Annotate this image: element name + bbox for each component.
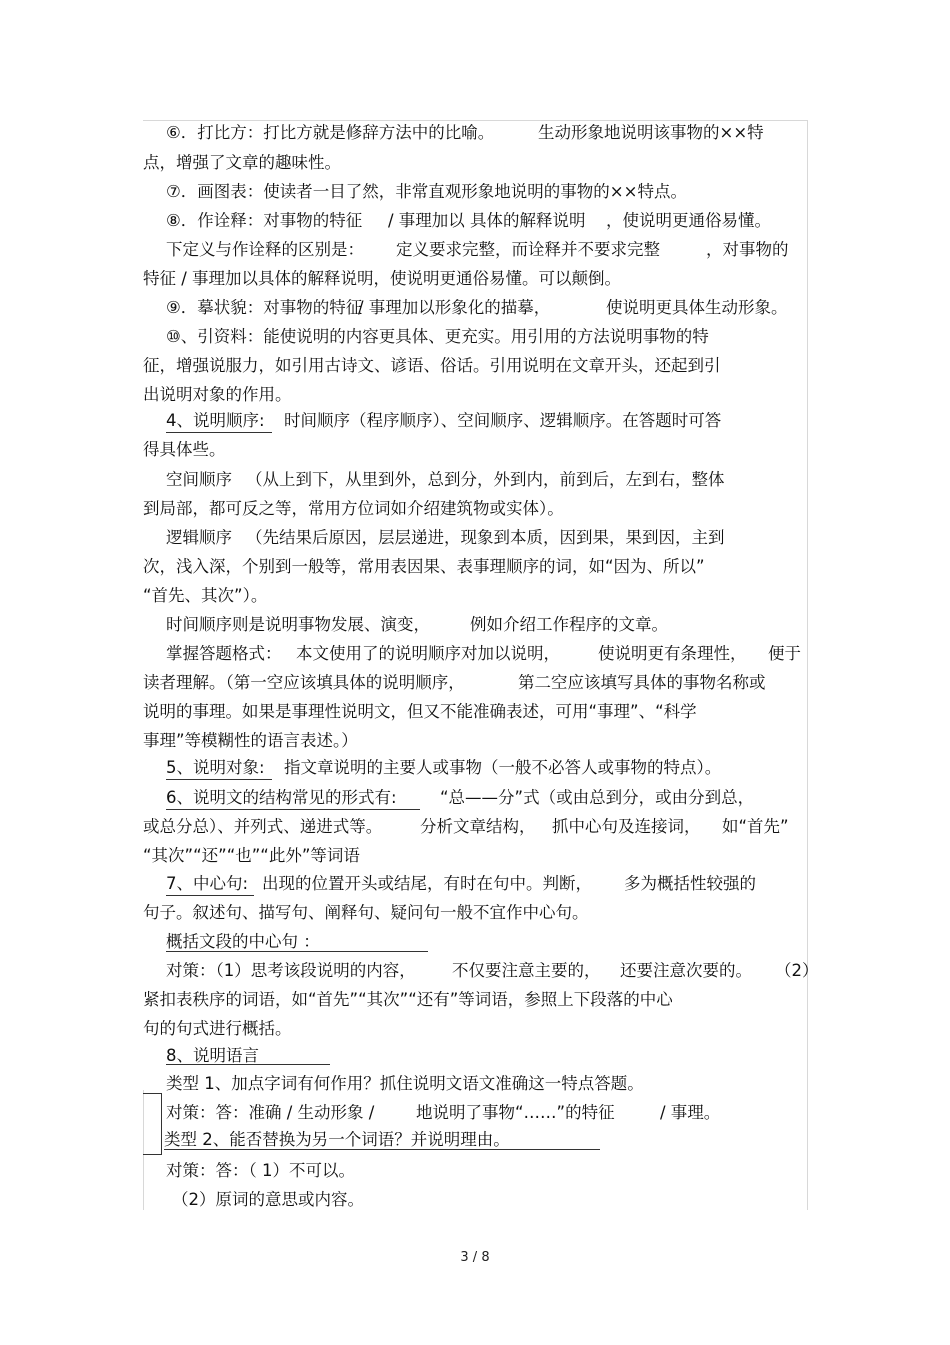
heading-line <box>0 927 950 957</box>
heading-underline <box>164 1149 600 1150</box>
heading-underline <box>166 895 254 896</box>
text-segment: ，使说明更通俗易懂。 <box>606 211 771 230</box>
text-segment: “总——分”式（或由总到分，或由分到总， <box>440 788 755 807</box>
heading-underline <box>166 432 272 433</box>
text-line <box>0 1069 950 1099</box>
text-segment: 地说明了事物“……”的特征 <box>416 1103 615 1122</box>
text-segment: ⑥．打比方：打比方就是修辞方法中的比喻。 <box>166 123 495 142</box>
text-segment: 句的句式进行概括。 <box>143 1019 292 1038</box>
text-segment: （2） <box>775 961 819 980</box>
text-segment: 下定义与作诠释的区别是： <box>166 240 364 259</box>
text-segment: 逻辑顺序 <box>166 528 232 547</box>
text-segment: 读者理解。（第一空应该填具体的说明顺序， <box>143 673 465 692</box>
text-segment: 类型 1、加点字词有何作用？抓住说明文语文准确这一特点答题。 <box>166 1074 644 1093</box>
text-segment: 便于 <box>768 644 801 663</box>
text-line <box>0 726 950 756</box>
text-segment: （从上到下，从里到外，总到分，外到内，前到后，左到右，整体 <box>246 470 725 489</box>
text-segment: 定义要求完整，而诠释并不要求完整 <box>396 240 660 259</box>
text-segment: ⑦．画图表：使读者一目了然，非常直观形象地说明的事物的××特点。 <box>166 182 687 201</box>
text-line <box>0 435 950 465</box>
heading-line <box>0 869 950 899</box>
text-segment: 类型 2、能否替换为另一个词语？并说明理由。 <box>164 1130 510 1149</box>
text-segment: / 事理加以形象化的描摹， <box>358 298 551 317</box>
text-segment: 出现的位置开头或结尾，有时在句中。判断， <box>262 874 592 893</box>
text-line <box>0 235 950 265</box>
text-segment: 对策：答：准确 / 生动形象 / <box>166 1103 375 1122</box>
text-segment: 不仅要注意主要的， <box>452 961 601 980</box>
text-line <box>0 293 950 323</box>
section-heading: 7、中心句: <box>166 874 249 893</box>
text-segment: 例如介绍工作程序的文章。 <box>470 615 668 634</box>
text-line <box>0 1014 950 1044</box>
text-line <box>0 322 950 352</box>
text-line <box>0 985 950 1015</box>
heading-underline <box>166 809 420 810</box>
heading-line <box>0 1125 950 1155</box>
text-line <box>0 351 950 381</box>
text-line <box>0 668 950 698</box>
text-line <box>0 697 950 727</box>
text-segment: 多为概括性较强的 <box>624 874 756 893</box>
text-line <box>0 1098 950 1128</box>
text-segment: ⑩、引资料：能使说明的内容更具体、更充实。用引用的方法说明事物的特 <box>166 327 709 346</box>
text-segment: 如“首先” <box>722 817 789 836</box>
text-line <box>0 148 950 178</box>
text-line <box>0 610 950 640</box>
text-segment: 本文使用了的说明顺序对加以说明， <box>296 644 560 663</box>
text-line <box>0 1156 950 1186</box>
section-heading: 概括文段的中心句 ： <box>166 932 320 951</box>
page-number: 3 / 8 <box>460 1250 490 1265</box>
text-line <box>0 494 950 524</box>
section-heading: 6、说明文的结构常见的形式有: <box>166 788 397 807</box>
text-segment: 出说明对象的作用。 <box>143 385 292 404</box>
text-segment: 分析文章结构， <box>420 817 536 836</box>
text-segment: 得具体些。 <box>143 440 226 459</box>
text-line <box>0 812 950 842</box>
text-line <box>0 581 950 611</box>
heading-underline <box>166 951 428 952</box>
section-heading: 4、说明顺序: <box>166 411 265 430</box>
text-segment: 生动形象地说明该事物的××特 <box>538 123 764 142</box>
text-segment: 或总分总）、并列式、递进式等。 <box>143 817 383 836</box>
section-heading: 5、说明对象: <box>166 758 265 777</box>
text-segment: “其次”“还”“也”“此外”等词语 <box>143 846 360 865</box>
text-segment: 还要注意次要的。 <box>620 961 752 980</box>
section-heading: 8、说明语言 <box>166 1046 259 1065</box>
text-segment: 次，浅入深，个别到一般等，常用表因果、表事理顺序的词，如“因为、所以” <box>143 557 705 576</box>
text-segment: 紧扣表秩序的词语，如“首先”“其次”“还有”等词语，参照上下段落的中心 <box>143 990 673 1009</box>
text-segment: 时间顺序（程序顺序）、空间顺序、逻辑顺序。在答题时可答 <box>284 411 722 430</box>
text-line <box>0 898 950 928</box>
heading-line <box>0 406 950 436</box>
text-segment: 说明的事理。如果是事理性说明文，但又不能准确表述，可用“事理”、“科学 <box>143 702 697 721</box>
heading-line <box>0 753 950 783</box>
text-line <box>0 956 950 986</box>
text-line <box>0 118 950 148</box>
text-segment: 对策：（1）思考该段说明的内容， <box>166 961 416 980</box>
text-line <box>0 841 950 871</box>
text-line <box>0 465 950 495</box>
text-line <box>0 206 950 236</box>
text-segment: 第二空应该填写具体的事物名称或 <box>518 673 766 692</box>
text-segment: 时间顺序则是说明事物发展、演变， <box>166 615 430 634</box>
heading-underline <box>166 779 272 780</box>
text-segment: 使说明更具体生动形象。 <box>606 298 788 317</box>
text-line <box>0 639 950 669</box>
text-segment: 特征 / 事理加以具体的解释说明，使说明更通俗易懂。可以颠倒。 <box>143 269 622 288</box>
text-segment: 点，增强了文章的趣味性。 <box>143 153 341 172</box>
text-segment: / 事理。 <box>660 1103 721 1122</box>
text-segment: / 事理加以 具体的解释说明 <box>388 211 586 230</box>
text-segment: （先结果后原因，层层递进，现象到本质，因到果，果到因，主到 <box>246 528 725 547</box>
heading-underline <box>166 1064 330 1065</box>
text-line <box>0 264 950 294</box>
text-segment: ⑧．作诠释：对事物的特征 <box>166 211 363 230</box>
text-segment: 使说明更有条理性， <box>598 644 747 663</box>
text-segment: 掌握答题格式： <box>166 644 282 663</box>
text-line <box>0 523 950 553</box>
text-segment: （2）原词的意思或内容。 <box>172 1190 364 1209</box>
text-segment: 抓中心句及连接词， <box>552 817 701 836</box>
text-segment: 征，增强说服力，如引用古诗文、谚语、俗话。引用说明在文章开头，还起到引 <box>143 356 721 375</box>
text-line <box>0 1185 950 1215</box>
heading-line <box>0 783 950 813</box>
text-segment: 指文章说明的主要人或事物（一般不必答人或事物的特点）。 <box>284 758 722 777</box>
text-segment: 到局部，都可反之等，常用方位词如介绍建筑物或实体）。 <box>143 499 564 518</box>
text-line <box>0 177 950 207</box>
text-segment: “首先、其次”）。 <box>143 586 268 605</box>
heading-line <box>0 1041 950 1071</box>
text-segment: 空间顺序 <box>166 470 232 489</box>
text-segment: ，对事物的 <box>706 240 789 259</box>
text-segment: 对策：答：（ 1）不可以。 <box>166 1161 355 1180</box>
text-segment: 句子。叙述句、描写句、阐释句、疑问句一般不宜作中心句。 <box>143 903 589 922</box>
text-line <box>0 552 950 582</box>
text-segment: 事理”等模糊性的语言表述。） <box>143 731 358 750</box>
text-segment: ⑨．摹状貌：对事物的特征 <box>166 298 363 317</box>
